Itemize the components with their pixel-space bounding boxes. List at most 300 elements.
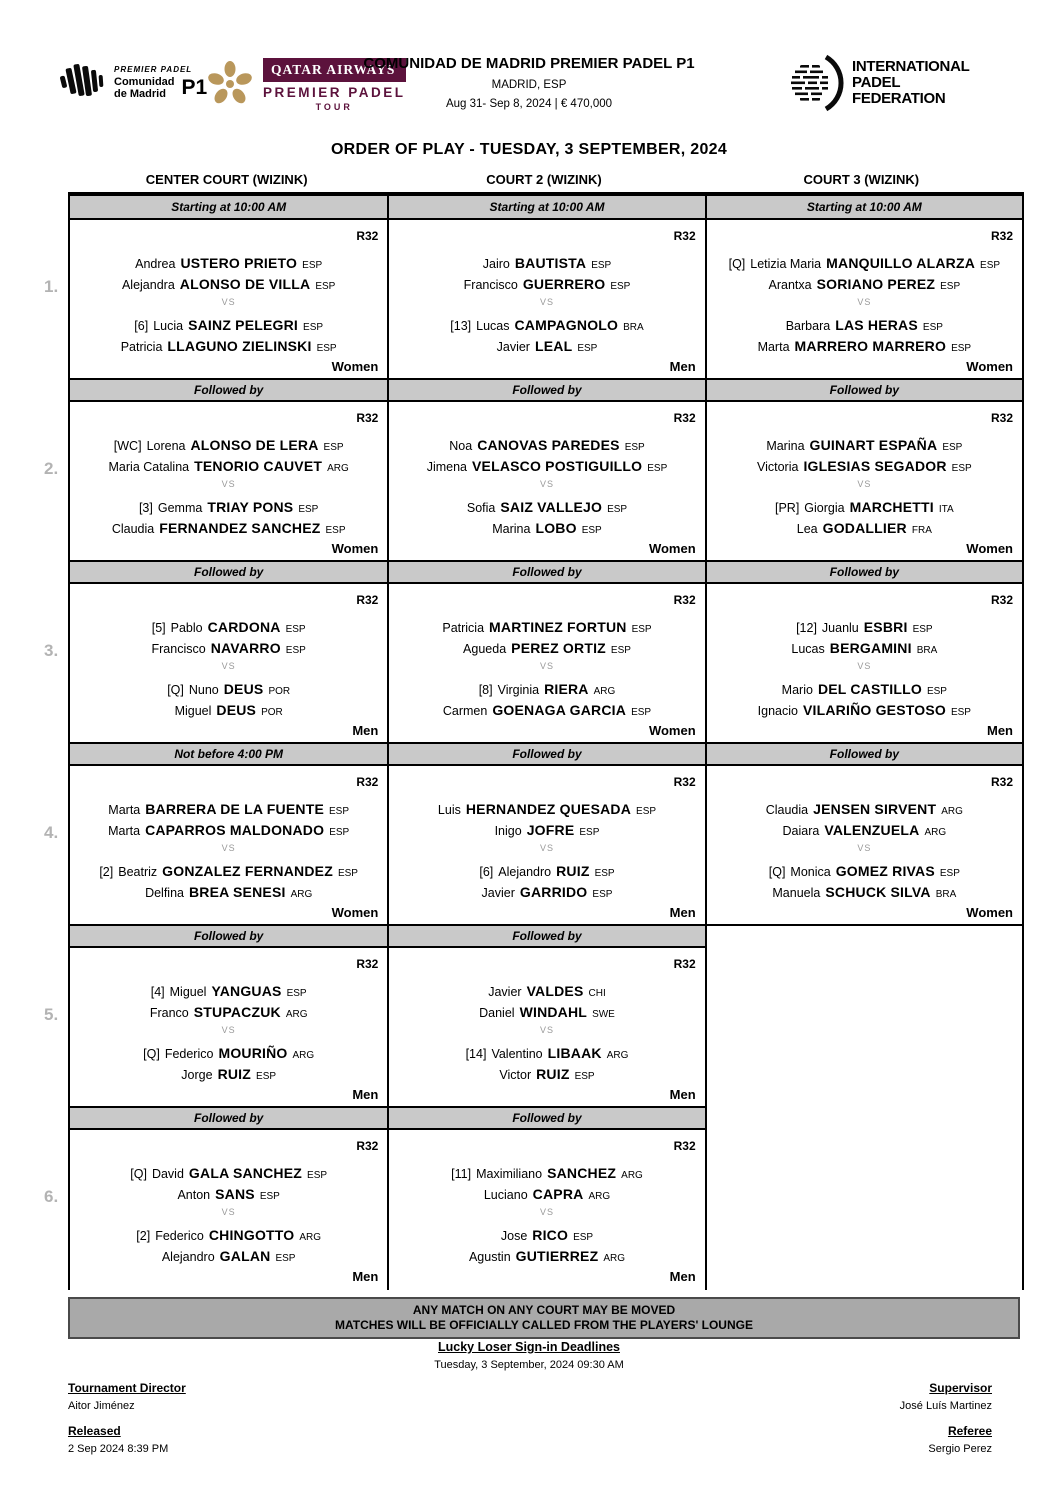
- match-time-band: Followed by: [70, 560, 387, 584]
- player-last-name: DEUS: [223, 681, 264, 697]
- team: [70, 1227, 387, 1269]
- slot-number: 2.: [44, 459, 59, 478]
- player-nationality: ARG: [941, 806, 963, 817]
- tournament-dates-prize: Aug 31- Sep 8, 2024 | € 470,000: [445, 98, 613, 110]
- player-last-name: BARRERA DE LA FUENTE: [145, 801, 324, 817]
- player-last-name: CANOVAS PAREDES: [477, 437, 620, 453]
- gender-label: Women: [966, 359, 1013, 374]
- tour-label: TOUR: [315, 102, 353, 112]
- player-line: [70, 437, 387, 458]
- player-seed: [6]: [134, 319, 149, 333]
- notice-line2: MATCHES WILL BE OFFICIALLY CALLED FROM THE PLAYERS' LOUNGE: [335, 1318, 753, 1332]
- team: [389, 317, 704, 359]
- player-line: [70, 822, 387, 843]
- match-time-band: Not before 4:00 PM: [70, 742, 387, 766]
- player-first-name: Lucia: [153, 319, 184, 333]
- court-cell: [70, 1106, 387, 1290]
- player-first-name: Marta: [108, 803, 141, 817]
- vs-label: VS: [221, 297, 236, 307]
- player-line: [389, 863, 704, 884]
- player-nationality: ESP: [592, 889, 613, 900]
- comunidad-line1: Comunidad: [114, 75, 175, 88]
- player-line: [707, 619, 1022, 640]
- ipf-line1: INTERNATIONAL: [852, 58, 970, 75]
- player-nationality: ESP: [610, 281, 631, 292]
- match: [707, 584, 1022, 744]
- player-last-name: LLAGUNO ZIELINSKI: [167, 338, 312, 354]
- gender-label: Women: [331, 541, 379, 556]
- round-label: R32: [673, 411, 696, 425]
- player-line: [70, 619, 387, 640]
- round-label: R32: [990, 593, 1013, 607]
- player-seed: [5]: [151, 621, 166, 635]
- player-seed: [Q]: [130, 1167, 147, 1181]
- player-nationality: ESP: [581, 525, 602, 536]
- player-last-name: GOENAGA GARCIA: [492, 702, 627, 718]
- court-cell: [387, 924, 704, 1108]
- match-time-band: Followed by: [707, 742, 1022, 766]
- player-line: [389, 822, 704, 843]
- slot-number: 1.: [44, 277, 59, 296]
- team: [389, 1227, 704, 1269]
- slot-number: 6.: [44, 1187, 59, 1206]
- player-nationality: ESP: [315, 281, 336, 292]
- court-header-court-3: COURT 3 (WIZINK): [803, 172, 920, 187]
- slot-number: 4.: [44, 823, 59, 842]
- player-line: [389, 1004, 704, 1025]
- player-last-name: CAMPAGNOLO: [514, 317, 619, 333]
- team: [389, 681, 704, 723]
- player-line: [389, 884, 704, 905]
- player-first-name: Claudia: [111, 522, 155, 536]
- ipf-line3: FEDERATION: [852, 90, 946, 107]
- match: [389, 766, 704, 926]
- match: [70, 948, 387, 1108]
- gender-label: Women: [966, 905, 1013, 920]
- referee-label: Referee: [947, 1424, 992, 1438]
- player-first-name: Mario: [781, 683, 813, 697]
- player-last-name: GONZALEZ FERNANDEZ: [162, 863, 333, 879]
- player-last-name: BREA SENESI: [188, 884, 286, 900]
- court-cell: [705, 924, 1022, 1108]
- player-nationality: ARG: [621, 1170, 643, 1181]
- player-last-name: TRIAY PONS: [207, 499, 294, 515]
- player-first-name: Marta: [108, 824, 141, 838]
- round-label: R32: [673, 229, 696, 243]
- court-cell: [705, 378, 1022, 562]
- player-nationality: ESP: [298, 504, 319, 515]
- player-first-name: Agustin: [468, 1250, 511, 1264]
- player-nationality: ARG: [299, 1232, 322, 1243]
- match-time-band: Followed by: [707, 378, 1022, 402]
- player-first-name: Francisco: [463, 278, 518, 292]
- player-first-name: Arantxa: [768, 278, 812, 292]
- player-line: [389, 458, 704, 479]
- slot-number: 3.: [44, 641, 59, 660]
- player-nationality: ESP: [259, 1191, 280, 1202]
- team: [70, 437, 387, 479]
- player-first-name: Andrea: [135, 257, 176, 271]
- court-cell: [705, 742, 1022, 926]
- match-time-band: Followed by: [389, 1106, 704, 1130]
- gender-label: Women: [331, 359, 379, 374]
- team: [70, 255, 387, 297]
- match: [70, 584, 387, 744]
- player-line: [389, 437, 704, 458]
- player-first-name: Jimena: [426, 460, 467, 474]
- player-line: [707, 437, 1022, 458]
- player-first-name: Miguel: [174, 704, 212, 718]
- player-nationality: FRA: [911, 525, 932, 536]
- team: [70, 863, 387, 905]
- player-line: [389, 1165, 704, 1186]
- team: [707, 801, 1022, 843]
- gender-label: Women: [331, 905, 379, 920]
- round-label: R32: [673, 1139, 696, 1153]
- player-first-name: Agueda: [463, 642, 507, 656]
- player-last-name: PEREZ ORTIZ: [511, 640, 606, 656]
- player-last-name: MOURIÑO: [218, 1045, 288, 1061]
- player-line: [389, 317, 704, 338]
- player-first-name: Lucas: [476, 319, 510, 333]
- player-line: [70, 640, 387, 661]
- player-nationality: ARG: [603, 1253, 626, 1264]
- player-line: [389, 640, 704, 661]
- court-cell: [387, 196, 704, 380]
- court-cell: [387, 1106, 704, 1290]
- player-first-name: David: [151, 1167, 184, 1181]
- round-label: R32: [356, 957, 379, 971]
- player-first-name: Inigo: [494, 824, 522, 838]
- notice-line1: ANY MATCH ON ANY COURT MAY BE MOVED: [412, 1303, 676, 1317]
- player-nationality: ARG: [290, 889, 313, 900]
- qatar-flower-icon: [207, 58, 253, 110]
- player-line: [70, 255, 387, 276]
- player-last-name: DEL CASTILLO: [817, 681, 922, 697]
- player-last-name: RIERA: [544, 681, 589, 697]
- player-seed: [14]: [465, 1047, 487, 1061]
- player-first-name: Luciano: [483, 1188, 528, 1202]
- team: [389, 983, 704, 1025]
- player-first-name: Maria Catalina: [108, 460, 190, 474]
- player-nationality: ESP: [329, 806, 350, 817]
- player-first-name: Maximiliano: [476, 1167, 543, 1181]
- player-nationality: ESP: [926, 686, 947, 697]
- player-line: [707, 276, 1022, 297]
- player-line: [70, 983, 387, 1004]
- player-last-name: SCHUCK SILVA: [825, 884, 931, 900]
- player-first-name: Alejandra: [121, 278, 175, 292]
- team: [70, 1045, 387, 1087]
- round-label: R32: [673, 957, 696, 971]
- player-seed: [6]: [479, 865, 494, 879]
- team: [389, 863, 704, 905]
- player-last-name: GALAN: [219, 1248, 271, 1264]
- player-last-name: ALONSO DE LERA: [190, 437, 319, 453]
- player-seed: [8]: [478, 683, 493, 697]
- p1-label: P1: [181, 75, 208, 99]
- gender-label: Women: [648, 541, 696, 556]
- player-last-name: GODALLIER: [822, 520, 907, 536]
- team: [70, 499, 387, 541]
- player-last-name: RICO: [532, 1227, 569, 1243]
- gender-label: Men: [352, 1087, 379, 1102]
- player-nationality: ITA: [938, 504, 954, 515]
- player-first-name: Patricia: [120, 340, 163, 354]
- court-cell: [705, 1106, 1022, 1290]
- player-last-name: MARTINEZ FORTUN: [489, 619, 627, 635]
- round-label: R32: [356, 411, 379, 425]
- premier-padel-label: PREMIER PADEL: [263, 85, 406, 100]
- match: [389, 402, 704, 562]
- player-first-name: Lorena: [146, 439, 186, 453]
- tournament-location: MADRID, ESP: [491, 79, 567, 91]
- player-last-name: DEUS: [216, 702, 257, 718]
- player-last-name: GUINART ESPAÑA: [809, 437, 938, 453]
- player-last-name: WINDAHL: [519, 1004, 588, 1020]
- player-nationality: ARG: [924, 827, 947, 838]
- player-first-name: Jairo: [482, 257, 510, 271]
- lucky-loser-deadline: Tuesday, 3 September, 2024 09:30 AM: [434, 1359, 624, 1371]
- player-last-name: CAPARROS MALDONADO: [145, 822, 325, 838]
- player-last-name: SANCHEZ: [547, 1165, 617, 1181]
- team: [70, 801, 387, 843]
- player-nationality: ESP: [577, 343, 598, 354]
- player-nationality: ESP: [607, 504, 628, 515]
- player-line: [389, 702, 704, 723]
- player-line: [389, 276, 704, 297]
- player-first-name: Ignacio: [757, 704, 798, 718]
- player-seed: [12]: [796, 621, 817, 635]
- player-line: [389, 255, 704, 276]
- player-first-name: Luis: [437, 803, 461, 817]
- match-time-band: Followed by: [70, 1106, 387, 1130]
- player-first-name: Patricia: [442, 621, 485, 635]
- ipf-globe-icon: [788, 53, 844, 113]
- player-line: [389, 1186, 704, 1207]
- vs-label: VS: [857, 297, 872, 307]
- match-time-band: Followed by: [70, 378, 387, 402]
- player-nationality: ARG: [327, 463, 349, 474]
- player-first-name: Pablo: [170, 621, 203, 635]
- vs-label: VS: [221, 1025, 236, 1035]
- player-seed: [Q]: [167, 683, 184, 697]
- match: [707, 220, 1022, 380]
- player-last-name: GOMEZ RIVAS: [835, 863, 935, 879]
- court-cell: [387, 378, 704, 562]
- player-line: [389, 1045, 704, 1066]
- player-line: [707, 801, 1022, 822]
- player-line: [70, 1066, 387, 1087]
- player-first-name: Monica: [790, 865, 831, 879]
- player-nationality: SWE: [592, 1009, 615, 1020]
- player-seed: [WC]: [113, 439, 142, 453]
- match: [389, 220, 704, 380]
- player-line: [707, 520, 1022, 541]
- player-line: [70, 276, 387, 297]
- player-line: [707, 702, 1022, 723]
- round-label: R32: [673, 593, 696, 607]
- player-line: [70, 1227, 387, 1248]
- player-first-name: Francisco: [151, 642, 206, 656]
- player-line: [70, 458, 387, 479]
- player-last-name: SAINZ PELEGRI: [188, 317, 299, 333]
- player-line: [389, 681, 704, 702]
- player-seed: [4]: [150, 985, 165, 999]
- ipf-logo: [788, 53, 969, 113]
- player-last-name: LOBO: [535, 520, 577, 536]
- player-line: [70, 681, 387, 702]
- player-last-name: MANQUILLO ALARZA: [826, 255, 976, 271]
- player-seed: [Q]: [728, 257, 746, 271]
- player-nationality: ESP: [951, 463, 972, 474]
- premier-padel-madrid-logo: [60, 60, 207, 104]
- court-cell: [387, 560, 704, 744]
- player-line: [389, 1227, 704, 1248]
- player-last-name: RUIZ: [217, 1066, 252, 1082]
- player-line: [389, 520, 704, 541]
- player-first-name: Lea: [796, 522, 818, 536]
- player-line: [707, 499, 1022, 520]
- player-last-name: VALDES: [526, 983, 584, 999]
- round-label: R32: [990, 411, 1013, 425]
- team: [707, 437, 1022, 479]
- gender-label: Women: [648, 723, 696, 738]
- player-first-name: Javier: [496, 340, 530, 354]
- court-cell: [70, 560, 387, 744]
- player-nationality: ARG: [285, 1009, 308, 1020]
- player-first-name: Daniel: [479, 1006, 515, 1020]
- player-line: [70, 1045, 387, 1066]
- player-last-name: CARDONA: [207, 619, 281, 635]
- notice-banner: [68, 1297, 1020, 1339]
- player-nationality: ARG: [292, 1050, 315, 1061]
- player-last-name: ALONSO DE VILLA: [179, 276, 311, 292]
- player-line: [70, 884, 387, 905]
- player-first-name: Delfina: [145, 886, 184, 900]
- match-time-band: Starting at 10:00 AM: [707, 196, 1022, 220]
- vs-label: VS: [857, 479, 872, 489]
- vs-label: VS: [539, 1207, 554, 1217]
- qatar-airways-wordmark: QATAR AIRWAYS: [263, 58, 406, 82]
- player-last-name: GUERRERO: [522, 276, 606, 292]
- player-first-name: Alejandro: [498, 865, 552, 879]
- player-first-name: Valentino: [491, 1047, 543, 1061]
- player-nationality: ARG: [588, 1191, 611, 1202]
- player-last-name: JOFRE: [526, 822, 575, 838]
- comunidad-line2: de Madrid: [114, 87, 166, 100]
- vs-label: VS: [539, 661, 554, 671]
- player-line: [707, 317, 1022, 338]
- player-line: [70, 1248, 387, 1269]
- player-nationality: ESP: [591, 260, 612, 271]
- player-first-name: Javier: [488, 985, 522, 999]
- player-first-name: Jose: [500, 1229, 528, 1243]
- slot-row: [44, 924, 1022, 1106]
- player-line: [389, 983, 704, 1004]
- premier-padel-wordmark: PREMIER PADEL: [114, 64, 193, 74]
- slot-row: [44, 560, 1022, 742]
- player-first-name: Gemma: [157, 501, 203, 515]
- player-seed: [3]: [138, 501, 153, 515]
- player-line: [389, 338, 704, 359]
- player-line: [707, 255, 1022, 276]
- ipf-line2: PADEL: [852, 74, 901, 91]
- player-nationality: ESP: [574, 1071, 595, 1082]
- player-line: [70, 1186, 387, 1207]
- player-seed: [11]: [451, 1167, 472, 1181]
- team: [70, 681, 387, 723]
- player-line: [70, 801, 387, 822]
- match: [389, 584, 704, 744]
- player-nationality: ESP: [950, 707, 971, 718]
- round-label: R32: [990, 775, 1013, 789]
- match-time-band: Followed by: [707, 560, 1022, 584]
- player-first-name: Marina: [766, 439, 805, 453]
- player-last-name: JENSEN SIRVENT: [813, 801, 937, 817]
- player-nationality: BRA: [935, 889, 957, 900]
- slot-row: [44, 742, 1022, 924]
- player-first-name: Claudia: [765, 803, 809, 817]
- team: [389, 1045, 704, 1087]
- vs-label: VS: [221, 479, 236, 489]
- player-nationality: ESP: [631, 707, 652, 718]
- team: [707, 317, 1022, 359]
- player-nationality: ESP: [912, 624, 933, 635]
- player-seed: [2]: [136, 1229, 151, 1243]
- player-last-name: LIBAAK: [547, 1045, 602, 1061]
- player-nationality: ARG: [593, 686, 616, 697]
- gender-label: Men: [669, 1269, 696, 1284]
- player-last-name: RUIZ: [536, 1066, 570, 1082]
- player-line: [707, 458, 1022, 479]
- court-cell: [70, 742, 387, 926]
- match: [70, 766, 387, 926]
- match-time-band: Followed by: [389, 560, 704, 584]
- player-last-name: BERGAMINI: [829, 640, 912, 656]
- player-first-name: Daiara: [782, 824, 820, 838]
- player-line: [70, 1165, 387, 1186]
- court-cell: [705, 560, 1022, 744]
- tournament-header: [299, 55, 759, 110]
- player-nationality: ESP: [573, 1232, 594, 1243]
- player-line: [70, 702, 387, 723]
- court-cell: [387, 742, 704, 926]
- court-cell: [70, 924, 387, 1108]
- player-last-name: BAUTISTA: [514, 255, 587, 271]
- player-nationality: ARG: [606, 1050, 629, 1061]
- gender-label: Men: [669, 905, 696, 920]
- match-time-band: Starting at 10:00 AM: [389, 196, 704, 220]
- player-first-name: Noa: [449, 439, 473, 453]
- team: [707, 619, 1022, 661]
- team: [707, 681, 1022, 723]
- gender-label: Men: [352, 723, 379, 738]
- player-last-name: SANS: [215, 1186, 255, 1202]
- player-last-name: VALENZUELA: [824, 822, 920, 838]
- match: [707, 402, 1022, 562]
- player-last-name: USTERO PRIETO: [180, 255, 298, 271]
- vs-label: VS: [539, 1025, 554, 1035]
- slot-row: [44, 378, 1022, 560]
- gender-label: Men: [669, 359, 696, 374]
- player-last-name: GALA SANCHEZ: [188, 1165, 303, 1181]
- gender-label: Men: [352, 1269, 379, 1284]
- player-last-name: MARRERO MARRERO: [794, 338, 947, 354]
- player-last-name: GARRIDO: [519, 884, 588, 900]
- player-first-name: Beatriz: [118, 865, 158, 879]
- player-first-name: Federico: [164, 1047, 214, 1061]
